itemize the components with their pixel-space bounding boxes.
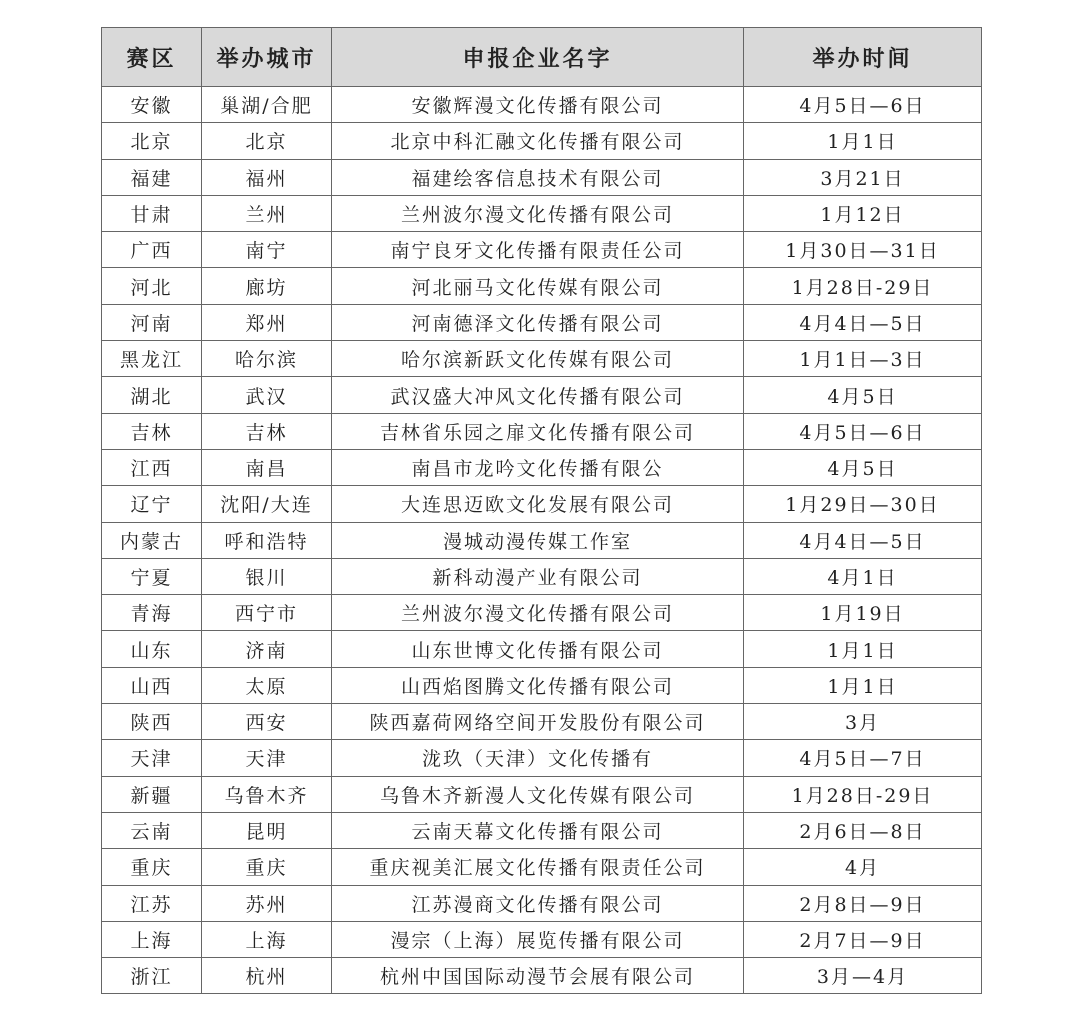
cell-event-date: 4月5日 xyxy=(744,377,982,413)
cell-event-date: 1月30日—31日 xyxy=(744,232,982,268)
cell-event-date: 1月12日 xyxy=(744,195,982,231)
table-row xyxy=(102,486,982,522)
cell-division: 陕西 xyxy=(102,704,202,740)
cell-company-name: 福建绘客信息技术有限公司 xyxy=(332,159,744,195)
table-row xyxy=(102,159,982,195)
cell-company-name: 杭州中国国际动漫节会展有限公司 xyxy=(332,958,744,994)
cell-host-city: 武汉 xyxy=(202,377,332,413)
cell-event-date: 3月 xyxy=(744,704,982,740)
cell-company-name: 山西焰图腾文化传播有限公司 xyxy=(332,667,744,703)
table-row xyxy=(102,849,982,885)
cell-company-name: 云南天幕文化传播有限公司 xyxy=(332,812,744,848)
header-division: 赛区 xyxy=(102,28,202,87)
table-row xyxy=(102,631,982,667)
cell-event-date: 3月—4月 xyxy=(744,958,982,994)
cell-company-name: 河北丽马文化传媒有限公司 xyxy=(332,268,744,304)
cell-host-city: 巢湖/合肥 xyxy=(202,87,332,123)
cell-division: 辽宁 xyxy=(102,486,202,522)
cell-host-city: 福州 xyxy=(202,159,332,195)
cell-division: 浙江 xyxy=(102,958,202,994)
cell-host-city: 吉林 xyxy=(202,413,332,449)
cell-division: 黑龙江 xyxy=(102,341,202,377)
cell-host-city: 南昌 xyxy=(202,449,332,485)
cell-event-date: 1月28日-29日 xyxy=(744,268,982,304)
cell-division: 河北 xyxy=(102,268,202,304)
cell-company-name: 陕西嘉荷网络空间开发股份有限公司 xyxy=(332,704,744,740)
cell-division: 广西 xyxy=(102,232,202,268)
cell-event-date: 2月6日—8日 xyxy=(744,812,982,848)
table-row xyxy=(102,958,982,994)
table-row xyxy=(102,776,982,812)
header-host-city: 举办城市 xyxy=(202,28,332,87)
cell-host-city: 兰州 xyxy=(202,195,332,231)
cell-company-name: 大连思迈欧文化发展有限公司 xyxy=(332,486,744,522)
cell-host-city: 廊坊 xyxy=(202,268,332,304)
cell-event-date: 3月21日 xyxy=(744,159,982,195)
table-body xyxy=(102,87,982,994)
cell-company-name: 南昌市龙吟文化传播有限公 xyxy=(332,449,744,485)
cell-division: 江苏 xyxy=(102,885,202,921)
table-row xyxy=(102,885,982,921)
table-row xyxy=(102,558,982,594)
cell-event-date: 2月8日—9日 xyxy=(744,885,982,921)
cell-host-city: 济南 xyxy=(202,631,332,667)
cell-host-city: 银川 xyxy=(202,558,332,594)
cell-division: 山东 xyxy=(102,631,202,667)
competition-schedule-table-container xyxy=(101,27,981,994)
table-row xyxy=(102,195,982,231)
cell-division: 北京 xyxy=(102,123,202,159)
cell-host-city: 乌鲁木齐 xyxy=(202,776,332,812)
cell-division: 云南 xyxy=(102,812,202,848)
table-row xyxy=(102,304,982,340)
cell-division: 河南 xyxy=(102,304,202,340)
cell-host-city: 郑州 xyxy=(202,304,332,340)
header-company-name: 申报企业名字 xyxy=(332,28,744,87)
cell-company-name: 漫宗（上海）展览传播有限公司 xyxy=(332,921,744,957)
cell-event-date: 4月5日—6日 xyxy=(744,413,982,449)
cell-company-name: 武汉盛大冲风文化传播有限公司 xyxy=(332,377,744,413)
header-event-date: 举办时间 xyxy=(744,28,982,87)
cell-division: 湖北 xyxy=(102,377,202,413)
cell-company-name: 江苏漫商文化传播有限公司 xyxy=(332,885,744,921)
cell-host-city: 西宁市 xyxy=(202,595,332,631)
table-row xyxy=(102,921,982,957)
cell-host-city: 昆明 xyxy=(202,812,332,848)
table-row xyxy=(102,704,982,740)
table-row xyxy=(102,123,982,159)
cell-division: 青海 xyxy=(102,595,202,631)
cell-event-date: 2月7日—9日 xyxy=(744,921,982,957)
cell-event-date: 4月4日—5日 xyxy=(744,522,982,558)
cell-host-city: 重庆 xyxy=(202,849,332,885)
table-header-row xyxy=(102,28,982,87)
cell-company-name: 南宁良牙文化传播有限责任公司 xyxy=(332,232,744,268)
cell-host-city: 南宁 xyxy=(202,232,332,268)
table-row xyxy=(102,268,982,304)
cell-event-date: 1月19日 xyxy=(744,595,982,631)
cell-event-date: 1月1日—3日 xyxy=(744,341,982,377)
cell-event-date: 4月1日 xyxy=(744,558,982,594)
cell-company-name: 安徽辉漫文化传播有限公司 xyxy=(332,87,744,123)
cell-division: 安徽 xyxy=(102,87,202,123)
cell-host-city: 太原 xyxy=(202,667,332,703)
cell-event-date: 1月29日—30日 xyxy=(744,486,982,522)
table-row xyxy=(102,595,982,631)
table-row xyxy=(102,377,982,413)
cell-event-date: 1月1日 xyxy=(744,631,982,667)
cell-host-city: 沈阳/大连 xyxy=(202,486,332,522)
cell-division: 新疆 xyxy=(102,776,202,812)
cell-host-city: 杭州 xyxy=(202,958,332,994)
table-row xyxy=(102,667,982,703)
competition-schedule-table xyxy=(101,27,982,994)
cell-event-date: 1月1日 xyxy=(744,123,982,159)
cell-division: 江西 xyxy=(102,449,202,485)
cell-host-city: 西安 xyxy=(202,704,332,740)
cell-company-name: 河南德泽文化传播有限公司 xyxy=(332,304,744,340)
cell-event-date: 4月5日—7日 xyxy=(744,740,982,776)
table-row xyxy=(102,812,982,848)
cell-host-city: 北京 xyxy=(202,123,332,159)
cell-company-name: 山东世博文化传播有限公司 xyxy=(332,631,744,667)
cell-event-date: 4月4日—5日 xyxy=(744,304,982,340)
cell-host-city: 哈尔滨 xyxy=(202,341,332,377)
table-row xyxy=(102,413,982,449)
cell-event-date: 1月1日 xyxy=(744,667,982,703)
cell-company-name: 新科动漫产业有限公司 xyxy=(332,558,744,594)
table-row xyxy=(102,522,982,558)
cell-company-name: 乌鲁木齐新漫人文化传媒有限公司 xyxy=(332,776,744,812)
table-row xyxy=(102,87,982,123)
cell-division: 宁夏 xyxy=(102,558,202,594)
cell-company-name: 漫城动漫传媒工作室 xyxy=(332,522,744,558)
cell-division: 上海 xyxy=(102,921,202,957)
cell-host-city: 天津 xyxy=(202,740,332,776)
cell-host-city: 上海 xyxy=(202,921,332,957)
cell-division: 甘肃 xyxy=(102,195,202,231)
cell-company-name: 北京中科汇融文化传播有限公司 xyxy=(332,123,744,159)
cell-host-city: 苏州 xyxy=(202,885,332,921)
cell-company-name: 泷玖（天津）文化传播有 xyxy=(332,740,744,776)
cell-division: 内蒙古 xyxy=(102,522,202,558)
cell-division: 吉林 xyxy=(102,413,202,449)
cell-division: 重庆 xyxy=(102,849,202,885)
cell-event-date: 4月5日—6日 xyxy=(744,87,982,123)
cell-host-city: 呼和浩特 xyxy=(202,522,332,558)
cell-company-name: 兰州波尔漫文化传播有限公司 xyxy=(332,595,744,631)
cell-event-date: 4月 xyxy=(744,849,982,885)
cell-division: 天津 xyxy=(102,740,202,776)
cell-company-name: 哈尔滨新跃文化传媒有限公司 xyxy=(332,341,744,377)
cell-company-name: 重庆视美汇展文化传播有限责任公司 xyxy=(332,849,744,885)
cell-event-date: 1月28日-29日 xyxy=(744,776,982,812)
table-row xyxy=(102,449,982,485)
table-row xyxy=(102,232,982,268)
cell-division: 福建 xyxy=(102,159,202,195)
table-row xyxy=(102,740,982,776)
cell-division: 山西 xyxy=(102,667,202,703)
cell-event-date: 4月5日 xyxy=(744,449,982,485)
cell-company-name: 兰州波尔漫文化传播有限公司 xyxy=(332,195,744,231)
cell-company-name: 吉林省乐园之扉文化传播有限公司 xyxy=(332,413,744,449)
table-row xyxy=(102,341,982,377)
